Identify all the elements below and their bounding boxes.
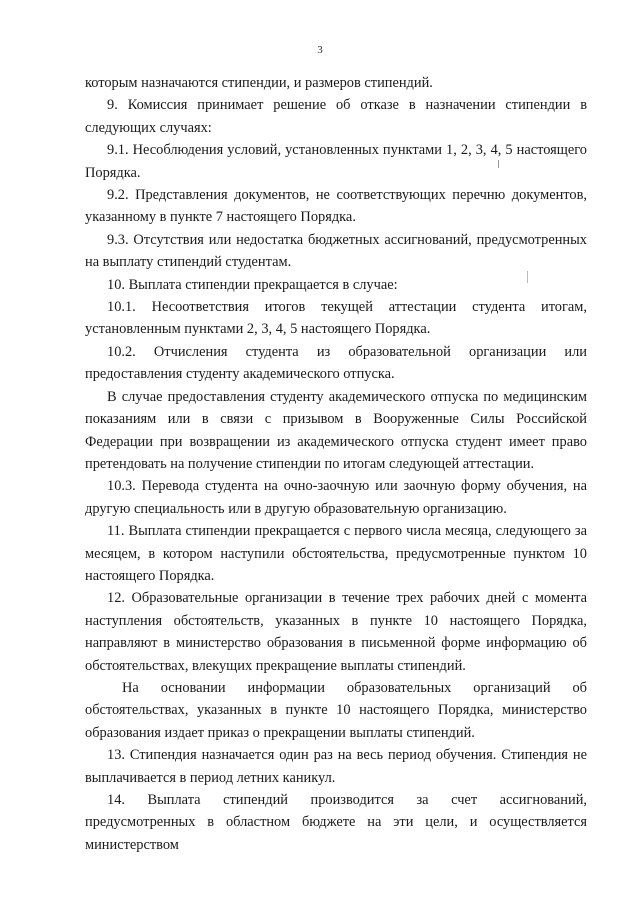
- paragraph-10-3: 10.3. Перевода студента на очно-заочную или заочную форму обучения, на другую специальность или в другую образовательную организацию.: [85, 478, 587, 517]
- scan-artifact-mark: [527, 271, 528, 283]
- paragraph-9-3: 9.3. Отсутствия или недостатка бюджетных ассигнований, предусмотренных на выплату стипендий студентам.: [85, 231, 587, 271]
- paragraph-10-1: 10.1. Несоответствия итогов текущей аттестации студента итогам, установленным пунктами 2, 3, 4, 5 настоящего Порядка.: [85, 299, 587, 338]
- paragraph-9-2: 9.2. Представления документов, не соответствующих перечню документов, указанному в пункте 7 настоящего Порядка.: [85, 187, 587, 226]
- paragraph-10-2: 10.2. Отчисления студента из образовательной организации или предоставления студенту академического отпуска.: [85, 343, 587, 383]
- page-number: 3: [317, 44, 323, 56]
- paragraph-13: 13. Стипендия назначается один раз на весь период обучения. Стипендия не выплачивается в период летних каникул.: [85, 747, 587, 786]
- paragraph-10-2-note: В случае предоставления студенту академического отпуска по медицинским показаниям или в связи с призывом в Вооруженные Силы Российской Федерации при возвращении из академического отпуска студент имеет право претендовать на получение стипендии по итогам следующей аттестации.: [85, 388, 587, 472]
- document-body: [85, 72, 587, 856]
- paragraph-continuation: которым назначаются стипендии, и размеров стипендий.: [85, 75, 433, 91]
- scan-artifact-mark: [498, 160, 499, 168]
- paragraph-12: 12. Образовательные организации в течение трех рабочих дней с момента наступления обстоятельств, указанных в пункте 10 настоящего Порядка, направляют в министерство образования в письменной форме информацию об обстоятельствах, влекущих прекращение выплаты стипендий.: [85, 590, 587, 674]
- paragraph-12-note: На основании информации образовательных организаций об обстоятельствах, указанных в пункте 10 настоящего Порядка, министерство образования издает приказ о прекращении выплаты стипендий.: [85, 679, 587, 741]
- paragraph-10: 10. Выплата стипендии прекращается в случае:: [107, 276, 398, 293]
- paragraph-11: 11. Выплата стипендии прекращается с первого числа месяца, следующего за месяцем, в котором наступили обстоятельства, предусмотренные пунктом 10 настоящего Порядка.: [85, 523, 587, 584]
- paragraph-9: 9. Комиссия принимает решение об отказе в назначении стипендии в следующих случаях:: [85, 97, 587, 136]
- paragraph-9-1: 9.1. Несоблюдения условий, установленных пунктами 1, 2, 3, 4, 5 настоящего Порядка.: [85, 142, 587, 181]
- paragraph-14: 14. Выплата стипендий производится за счет ассигнований, предусмотренных в областном бюджете на эти цели, и осуществляется министерством: [85, 792, 587, 853]
